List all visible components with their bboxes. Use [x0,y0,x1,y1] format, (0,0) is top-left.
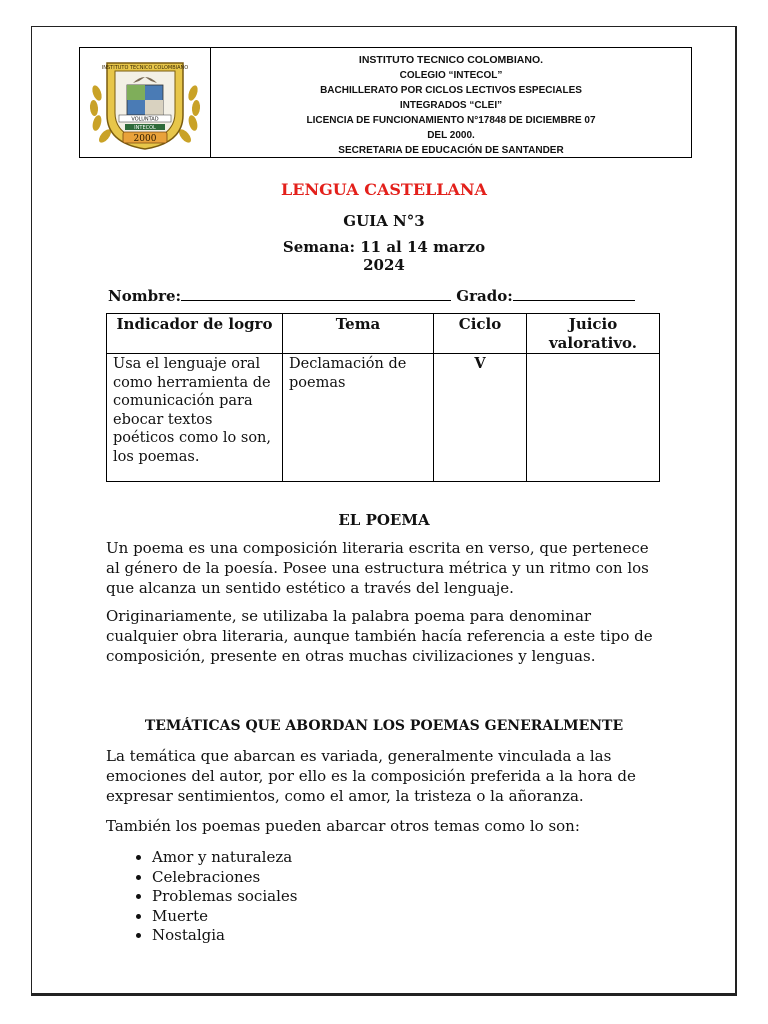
institution-header [79,47,692,158]
name-label: Nombre: [108,287,182,305]
header-line: LICENCIA DE FUNCIONAMIENTO N°17848 DE DICIEMBRE 07 [306,115,596,126]
paragraph: La temática que abarcan es variada, generalmente vinculada a las emociones del autor, por ello es la composición preferida a la hora de expresar sentimientos, como el amor, la tristeza o la añoranza. [106,747,636,805]
table-cell: Declamación de poemas [283,354,434,482]
table-cell: V [434,354,527,482]
table-row [107,354,660,482]
name-field[interactable] [181,286,451,301]
header-line: INSTITUTO TECNICO COLOMBIANO. [358,54,544,66]
week-range: Semana: 11 al 14 marzo [282,238,486,256]
school-crest-logo [85,53,205,153]
list-item: • Muerte [152,907,297,927]
grade-label: Grado: [456,287,513,305]
list-item: • Nostalgia [152,926,297,946]
header-line: DEL 2000. [427,130,475,141]
header-line: INTEGRADOS “CLEI” [399,100,503,111]
achievement-table [106,313,660,482]
column-header: Ciclo [434,314,527,354]
grade-field[interactable] [513,286,635,301]
list-item: • Problemas sociales [152,887,297,907]
section-title: TEMÁTICAS QUE ABORDAN LOS POEMAS GENERALMENTE [144,718,624,734]
topics-list [106,848,297,946]
institution-info [211,48,691,157]
school-logo-cell [80,48,211,157]
section-title: EL POEMA [338,511,430,529]
column-header: Tema [283,314,434,354]
paragraph: Originariamente, se utilizaba la palabra poema para denominar cualquier obra literaria, aunque también hacía referencia a este tipo de composición, presente en otras muchas civilizaciones y lenguas. [106,607,653,665]
year: 2024 [363,256,405,274]
logo-banner-text: INTECOL [134,124,156,131]
list-item: • Celebraciones [152,868,297,888]
paragraph: También los poemas pueden abarcar otros temas como lo son: [106,817,580,835]
column-header: Indicador de logro [107,314,283,354]
paragraph: Un poema es una composición literaria escrita en verso, que pertenece al género de la poesía. Posee una estructura métrica y un ritmo con los que alcanza un sentido estético a través del lenguaje. [106,539,649,597]
subject-title: LENGUA CASTELLANA [281,180,487,199]
table-cell [527,354,660,482]
student-info-line [108,286,635,305]
list-item: • Amor y naturaleza [152,848,297,868]
header-line: BACHILLERATO POR CICLOS LECTIVOS ESPECIALES [320,85,582,96]
table-header-row [107,314,660,354]
logo-ribbon-text: VOLUNTAD [131,116,159,122]
logo-ring-text: INSTITUTO TECNICO COLOMBIANO [101,64,189,71]
column-header: Juicio valorativo. [527,314,660,354]
guide-number: GUIA N°3 [343,212,425,230]
header-line: SECRETARIA DE EDUCACIÓN DE SANTANDER [338,145,564,156]
logo-year: 2000 [133,133,157,144]
table-cell: Usa el lenguaje oral como herramienta de comunicación para ebocar textos poéticos como lo son, los poemas. [107,354,283,482]
header-line: COLEGIO “INTECOL” [399,70,503,81]
